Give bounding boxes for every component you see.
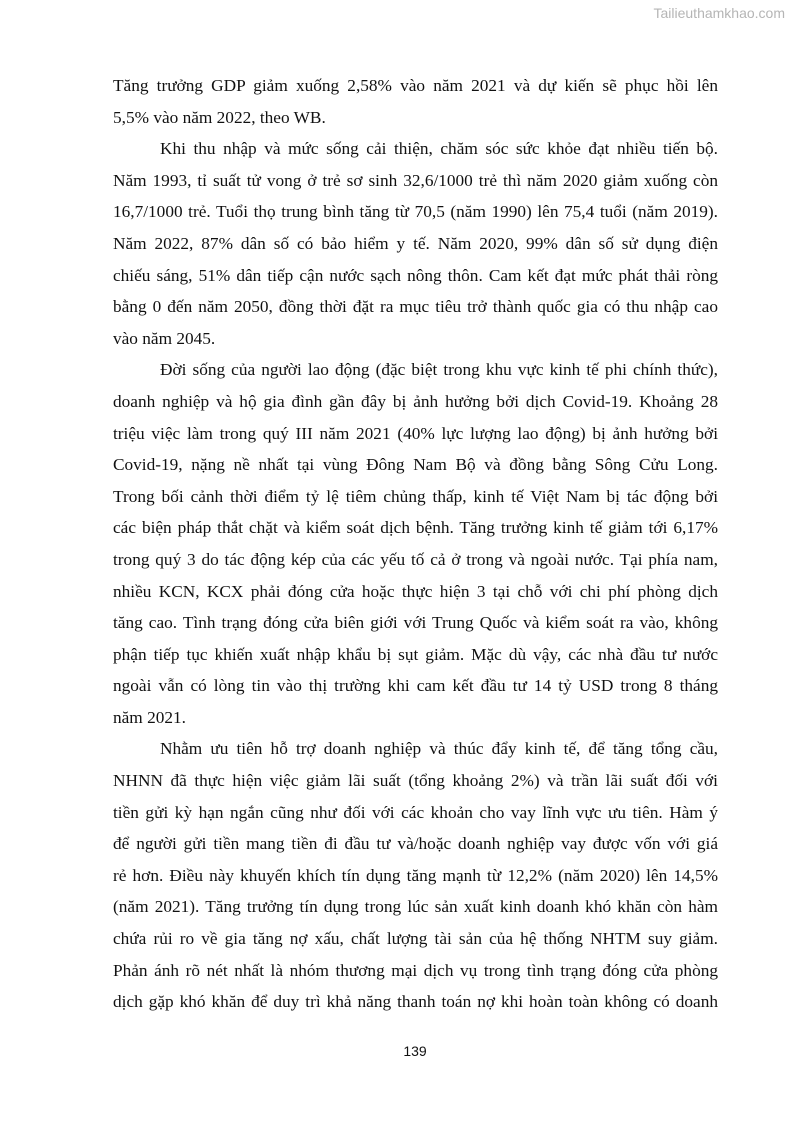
- text-line: vào năm 2045.: [113, 328, 216, 348]
- text-line: năm 2021.: [113, 707, 186, 727]
- text-line: tăng cao. Tình trạng đóng cửa biên giới với Trung Quốc và kiểm soát ra vào, không: [113, 613, 718, 633]
- text-line: Phản ánh rõ nét nhất là nhóm thương mại dịch vụ trong tình trạng đóng cửa phòng: [113, 960, 718, 980]
- text-line: Năm 2022, 87% dân số có bảo hiểm y tế. Năm 2020, 99% dân số sử dụng điện: [113, 233, 718, 253]
- text-line: ngoài vẫn có lòng tin vào thị trường khi cam kết đầu tư 14 tỷ USD trong 8 tháng: [113, 676, 718, 696]
- paragraph: [113, 70, 718, 133]
- text-line: Khi thu nhập và mức sống cải thiện, chăm sóc sức khỏe đạt nhiều tiến bộ.: [160, 139, 718, 159]
- text-line: triệu việc làm trong quý III năm 2021 (40% lực lượng lao động) bị ảnh hưởng bởi: [113, 423, 718, 443]
- text-line: rẻ hơn. Điều này khuyến khích tín dụng tăng mạnh từ 12,2% (năm 2020) lên 14,5%: [113, 865, 718, 885]
- text-line: NHNN đã thực hiện việc giảm lãi suất (tổng khoảng 2%) và trần lãi suất đối với: [113, 771, 718, 791]
- watermark: Tailieuthamkhao.com: [653, 5, 785, 21]
- text-line: doanh nghiệp và hộ gia đình gần đây bị ảnh hưởng bởi dịch Covid-19. Khoảng 28: [113, 391, 718, 411]
- text-line: chiếu sáng, 51% dân tiếp cận nước sạch nông thôn. Cam kết đạt mức phát thải ròng: [113, 265, 718, 285]
- text-line: Năm 1993, tỉ suất tử vong ở trẻ sơ sinh 32,6/1000 trẻ thì năm 2020 giảm xuống còn: [113, 170, 718, 190]
- text-line: 5,5% vào năm 2022, theo WB.: [113, 107, 326, 127]
- paragraph: [113, 133, 718, 354]
- text-line: các biện pháp thắt chặt và kiểm soát dịch bệnh. Tăng trưởng kinh tế giảm tới 6,17%: [113, 518, 718, 538]
- text-line: Đời sống của người lao động (đặc biệt trong khu vực kinh tế phi chính thức),: [160, 360, 718, 380]
- paragraph: [113, 733, 718, 1017]
- text-line: Tăng trưởng GDP giảm xuống 2,58% vào năm 2021 và dự kiến sẽ phục hồi lên: [113, 76, 718, 95]
- text-line: 16,7/1000 trẻ. Tuổi thọ trung bình tăng từ 70,5 (năm 1990) lên 75,4 tuổi (năm 2019).: [113, 202, 718, 222]
- text-line: bằng 0 đến năm 2050, đồng thời đặt ra mục tiêu trở thành quốc gia có thu nhập cao: [113, 297, 718, 317]
- paragraph: [113, 354, 718, 733]
- text-line: tiền gửi kỳ hạn ngắn cũng như đối với các khoản cho vay lĩnh vực ưu tiên. Hàm ý: [113, 802, 718, 822]
- text-line: để người gửi tiền mang tiền đi đầu tư và/hoặc doanh nghiệp vay được vốn với giá: [113, 834, 718, 854]
- text-line: dịch gặp khó khăn để duy trì khả năng thanh toán nợ khi hoàn toàn không có doanh: [113, 992, 718, 1012]
- page-number: 139: [403, 1043, 427, 1059]
- body-text: [113, 70, 718, 1018]
- text-line: trong quý 3 do tác động kép của các yếu tố cả ở trong và ngoài nước. Tại phía nam,: [113, 549, 718, 569]
- text-line: phận tiếp tục khiến xuất nhập khẩu bị sụt giảm. Mặc dù vậy, các nhà đầu tư nước: [113, 644, 718, 664]
- text-line: chứa rủi ro về gia tăng nợ xấu, chất lượng tài sản của hệ thống NHTM suy giảm.: [113, 929, 718, 949]
- text-line: nhiều KCN, KCX phải đóng cửa hoặc thực hiện 3 tại chỗ với chi phí phòng dịch: [113, 581, 718, 601]
- text-line: (năm 2021). Tăng trưởng tín dụng trong lúc sản xuất kinh doanh khó khăn còn hàm: [113, 897, 718, 917]
- text-line: Nhằm ưu tiên hỗ trợ doanh nghiệp và thúc đẩy kinh tế, để tăng tổng cầu,: [160, 739, 718, 759]
- text-line: Trong bối cảnh thời điểm tỷ lệ tiêm chủng thấp, kinh tế Việt Nam bị tác động bởi: [113, 486, 718, 506]
- text-line: Covid-19, nặng nề nhất tại vùng Đông Nam Bộ và đồng bằng Sông Cửu Long.: [113, 455, 718, 475]
